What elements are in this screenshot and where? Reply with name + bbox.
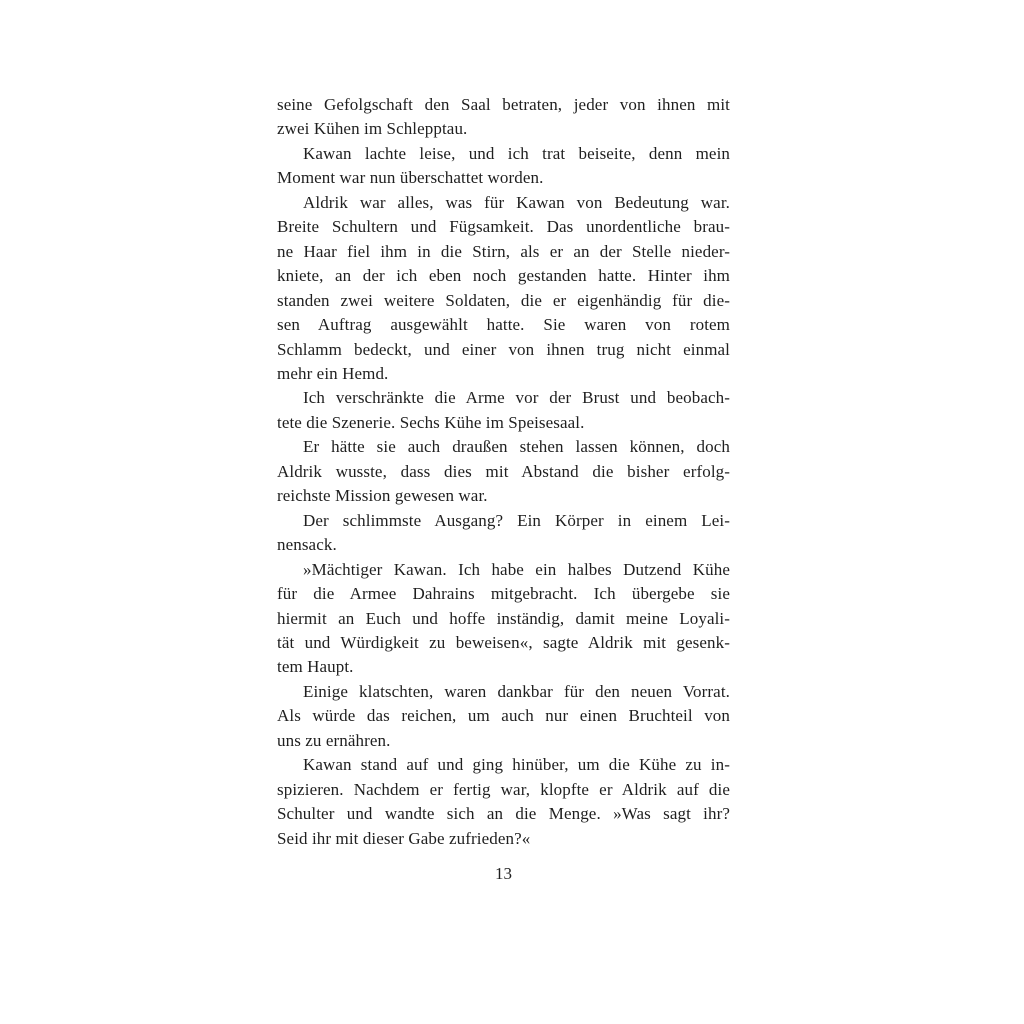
text-line: Kawan lachte leise, und ich trat beiseite, denn mein (303, 143, 730, 163)
text-line: Ich verschränkte die Arme vor der Brust und beobach- (303, 388, 730, 408)
text-line: Schlamm bedeckt, und einer von ihnen trug nicht einmal (277, 339, 730, 359)
text-line: Einige klatschten, waren dankbar für den neuen Vorrat. (303, 681, 730, 701)
page-text-block (277, 93, 730, 851)
text-line: spizieren. Nachdem er fertig war, klopfte er Aldrik auf die (277, 779, 730, 799)
text-line: Als würde das reichen, um auch nur einen Bruchteil von (277, 706, 730, 726)
text-line: Der schlimmste Ausgang? Ein Körper in einem Lei- (303, 510, 730, 530)
text-line: sen Auftrag ausgewählt hatte. Sie waren von rotem (277, 315, 730, 335)
text-line: zwei Kühen im Schlepptau. (277, 119, 468, 139)
text-line: Kawan stand auf und ging hinüber, um die Kühe zu in- (303, 755, 730, 775)
text-line: tem Haupt. (277, 657, 354, 677)
text-line: hiermit an Euch und hoffe inständig, damit meine Loyali- (277, 608, 730, 628)
text-line: tät und Würdigkeit zu beweisen«, sagte Aldrik mit gesenk- (277, 632, 730, 652)
text-line: kniete, an der ich eben noch gestanden hatte. Hinter ihm (277, 266, 730, 286)
text-line: standen zwei weitere Soldaten, die er eigenhändig für die- (277, 290, 730, 310)
text-line: Schulter und wandte sich an die Menge. »Was sagt ihr? (277, 804, 730, 824)
text-line: Moment war nun überschattet worden. (277, 168, 544, 188)
text-line: Breite Schultern und Fügsamkeit. Das unordentliche brau- (277, 217, 730, 237)
text-line: ne Haar fiel ihm in die Stirn, als er an der Stelle nieder- (277, 241, 730, 261)
text-line: seine Gefolgschaft den Saal betraten, jeder von ihnen mit (277, 95, 730, 114)
text-line: mehr ein Hemd. (277, 363, 389, 383)
text-line: Aldrik war alles, was für Kawan von Bedeutung war. (303, 192, 730, 212)
text-line: Er hätte sie auch draußen stehen lassen können, doch (303, 437, 730, 457)
text-line: für die Armee Dahrains mitgebracht. Ich übergebe sie (277, 584, 730, 604)
text-line: »Mächtiger Kawan. Ich habe ein halbes Dutzend Kühe (303, 559, 730, 579)
text-line: uns zu ernähren. (277, 730, 391, 750)
text-line: Aldrik wusste, dass dies mit Abstand die bisher erfolg- (277, 461, 730, 481)
text-line: Seid ihr mit dieser Gabe zufrieden?« (277, 828, 531, 848)
text-line: nensack. (277, 535, 337, 555)
text-line: tete die Szenerie. Sechs Kühe im Speisesaal. (277, 412, 585, 432)
page-number: 13 (495, 864, 512, 883)
text-line: reichste Mission gewesen war. (277, 486, 488, 506)
